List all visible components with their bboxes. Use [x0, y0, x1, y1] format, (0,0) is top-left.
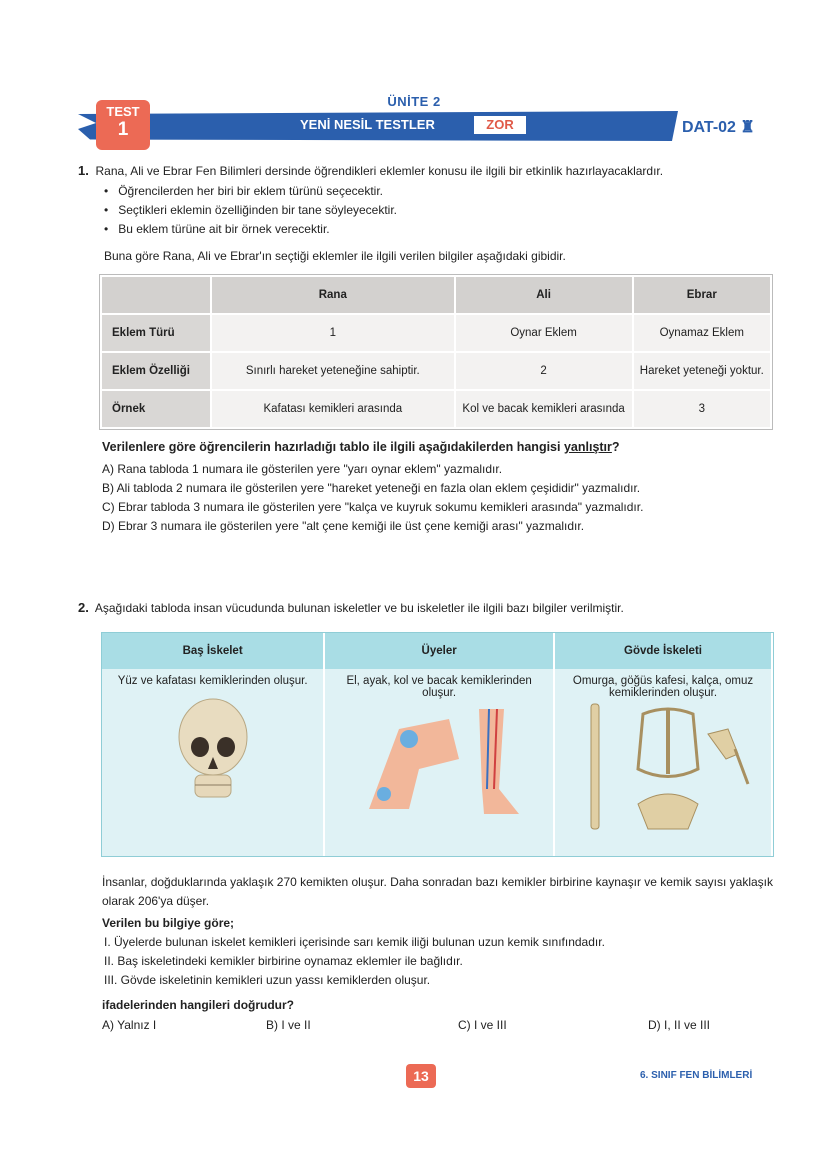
option-d[interactable]: D) Ebrar 3 numara ile gösterilen yere "alt çene kemiği ile üst çene kemiği arası" yazmalıdır.	[102, 519, 585, 533]
page-number: 13	[406, 1064, 436, 1088]
question-1-options	[102, 460, 643, 536]
question-2-stem: ifadelerinden hangileri doğrudur?	[102, 998, 295, 1012]
statement-ii: II. Baş iskeletindeki kemikler birbirine oynamaz eklemler ile bağlıdır.	[104, 954, 463, 968]
bullet-list	[104, 182, 397, 239]
test-label: TEST	[106, 104, 140, 119]
test-code-text: DAT-02	[682, 119, 736, 136]
table-row	[101, 352, 771, 390]
bullet-text: Bu eklem türüne ait bir örnek verecektir.	[118, 222, 330, 236]
joints-table	[100, 275, 772, 429]
bullet-item: • Öğrencilerden her biri bir eklem türünü seçecektir.	[104, 184, 383, 198]
cell: 1	[211, 314, 455, 352]
statement-i: I. Üyelerde bulunan iskelet kemikleri içerisinde sarı kemik iliği bulunan uzun kemik sınıfındadır.	[104, 935, 605, 949]
header-cell: Ali	[455, 276, 633, 314]
given-label: Verilen bu bilgiye göre;	[102, 916, 235, 930]
cell	[324, 669, 554, 856]
cell-text: Omurga, göğüs kafesi, kalça, omuz kemiklerinden oluşur.	[572, 675, 754, 699]
cell	[554, 669, 772, 856]
statement-iii: III. Gövde iskeletinin kemikleri uzun yassı kemiklerden oluşur.	[104, 973, 431, 987]
cell: Oynar Eklem	[455, 314, 633, 352]
cell: Kafatası kemikleri arasında	[211, 390, 455, 428]
bullet-text: Öğrencilerden her biri bir eklem türünü seçecektir.	[118, 184, 383, 198]
bullet-item: • Bu eklem türüne ait bir örnek verecektir.	[104, 222, 330, 236]
header-cell: Üyeler	[324, 633, 554, 669]
row-header: Eklem Özelliği	[101, 352, 211, 390]
header-cell: Gövde İskeleti	[554, 633, 772, 669]
skull-image	[173, 695, 253, 805]
test-code	[682, 117, 755, 137]
option-c[interactable]: C) I ve III	[458, 1018, 507, 1032]
subject-label: 6. SINIF FEN BİLİMLERİ	[640, 1070, 753, 1081]
header-cell: Ebrar	[633, 276, 771, 314]
table-row	[101, 390, 771, 428]
unit-title: ÜNİTE 2	[387, 94, 441, 109]
intro-text: Rana, Ali ve Ebrar Fen Bilimleri dersinde öğrendikleri eklemler konusu ile ilgili bir etkinlik hazırlayacaklardır.	[95, 164, 664, 178]
cell: 3	[633, 390, 771, 428]
header-cell: Baş İskelet	[102, 633, 324, 669]
header-cell: Rana	[211, 276, 455, 314]
stem-text: Verilenlere göre öğrencilerin hazırladığı tablo ile ilgili aşağıdakilerden hangisi	[102, 440, 564, 454]
question-1-intro	[78, 161, 663, 181]
stem-emphasis: yanlıştır	[563, 440, 612, 454]
info-text: İnsanlar, doğduklarında yaklaşık 270 kemikten oluşur. Daha sonradan bazı kemikler birbirine kaynaşır ve kemik sayısı yaklaşık olarak 206'ya düşer.	[102, 875, 773, 908]
limbs-image	[339, 699, 539, 819]
cell: Oynamaz Eklem	[633, 314, 771, 352]
torso-bones-image	[563, 699, 763, 839]
cell: 2	[455, 352, 633, 390]
cell: Sınırlı hareket yeteneğine sahiptir.	[211, 352, 455, 390]
cell-text: Yüz ve kafatası kemiklerinden oluşur.	[117, 675, 308, 687]
question-number: 2.	[78, 600, 89, 615]
bullet-text: Seçtikleri eklemin özelliğinden bir tane söyleyecektir.	[118, 203, 398, 217]
bullet-item: • Seçtikleri eklemin özelliğinden bir tane söyleyecektir.	[104, 203, 398, 217]
header-cell	[101, 276, 211, 314]
intro-text: Aşağıdaki tabloda insan vücudunda bulunan iskeletler ve bu iskeletler ile ilgili bazı bilgiler verilmiştir.	[94, 601, 624, 615]
castle-icon: ♜	[740, 119, 755, 136]
option-b[interactable]: B) I ve II	[266, 1018, 311, 1032]
table-row	[102, 669, 772, 856]
table-header-row	[102, 633, 772, 669]
table-header-row	[101, 276, 771, 314]
question-number: 1.	[78, 163, 89, 178]
cell: Hareket yeteneği yoktur.	[633, 352, 771, 390]
cell	[102, 669, 324, 856]
option-a[interactable]: A) Yalnız I	[102, 1018, 157, 1032]
question-1-stem	[102, 438, 620, 457]
section-title: YENİ NESİL TESTLER	[300, 117, 435, 132]
option-d[interactable]: D) I, II ve III	[648, 1018, 711, 1032]
table-row	[101, 314, 771, 352]
test-badge	[96, 100, 150, 150]
option-a[interactable]: A) Rana tabloda 1 numara ile gösterilen yere "yarı oynar eklem" yazmalıdır.	[102, 462, 503, 476]
difficulty-badge: ZOR	[474, 116, 526, 134]
option-c[interactable]: C) Ebrar tabloda 3 numara ile gösterilen yere "kalça ve kuyruk sokumu kemikleri arasında" yazmalıdır.	[102, 500, 644, 514]
row-header: Örnek	[101, 390, 211, 428]
cell-text: El, ayak, kol ve bacak kemiklerinden oluşur.	[346, 675, 532, 699]
statements	[104, 933, 605, 990]
question-2-intro	[78, 598, 624, 618]
test-number: 1	[117, 119, 129, 140]
skeleton-table	[102, 633, 773, 856]
option-b[interactable]: B) Ali tabloda 2 numara ile gösterilen yere "hareket yeteneği en fazla olan eklem çeşididir" yazmalıdır.	[102, 481, 641, 495]
stem-end: ?	[611, 440, 620, 454]
table-lead: Buna göre Rana, Ali ve Ebrar'ın seçtiği eklemler ile ilgili verilen bilgiler aşağıdaki gibidir.	[104, 249, 566, 263]
row-header: Eklem Türü	[101, 314, 211, 352]
cell: Kol ve bacak kemikleri arasında	[455, 390, 633, 428]
